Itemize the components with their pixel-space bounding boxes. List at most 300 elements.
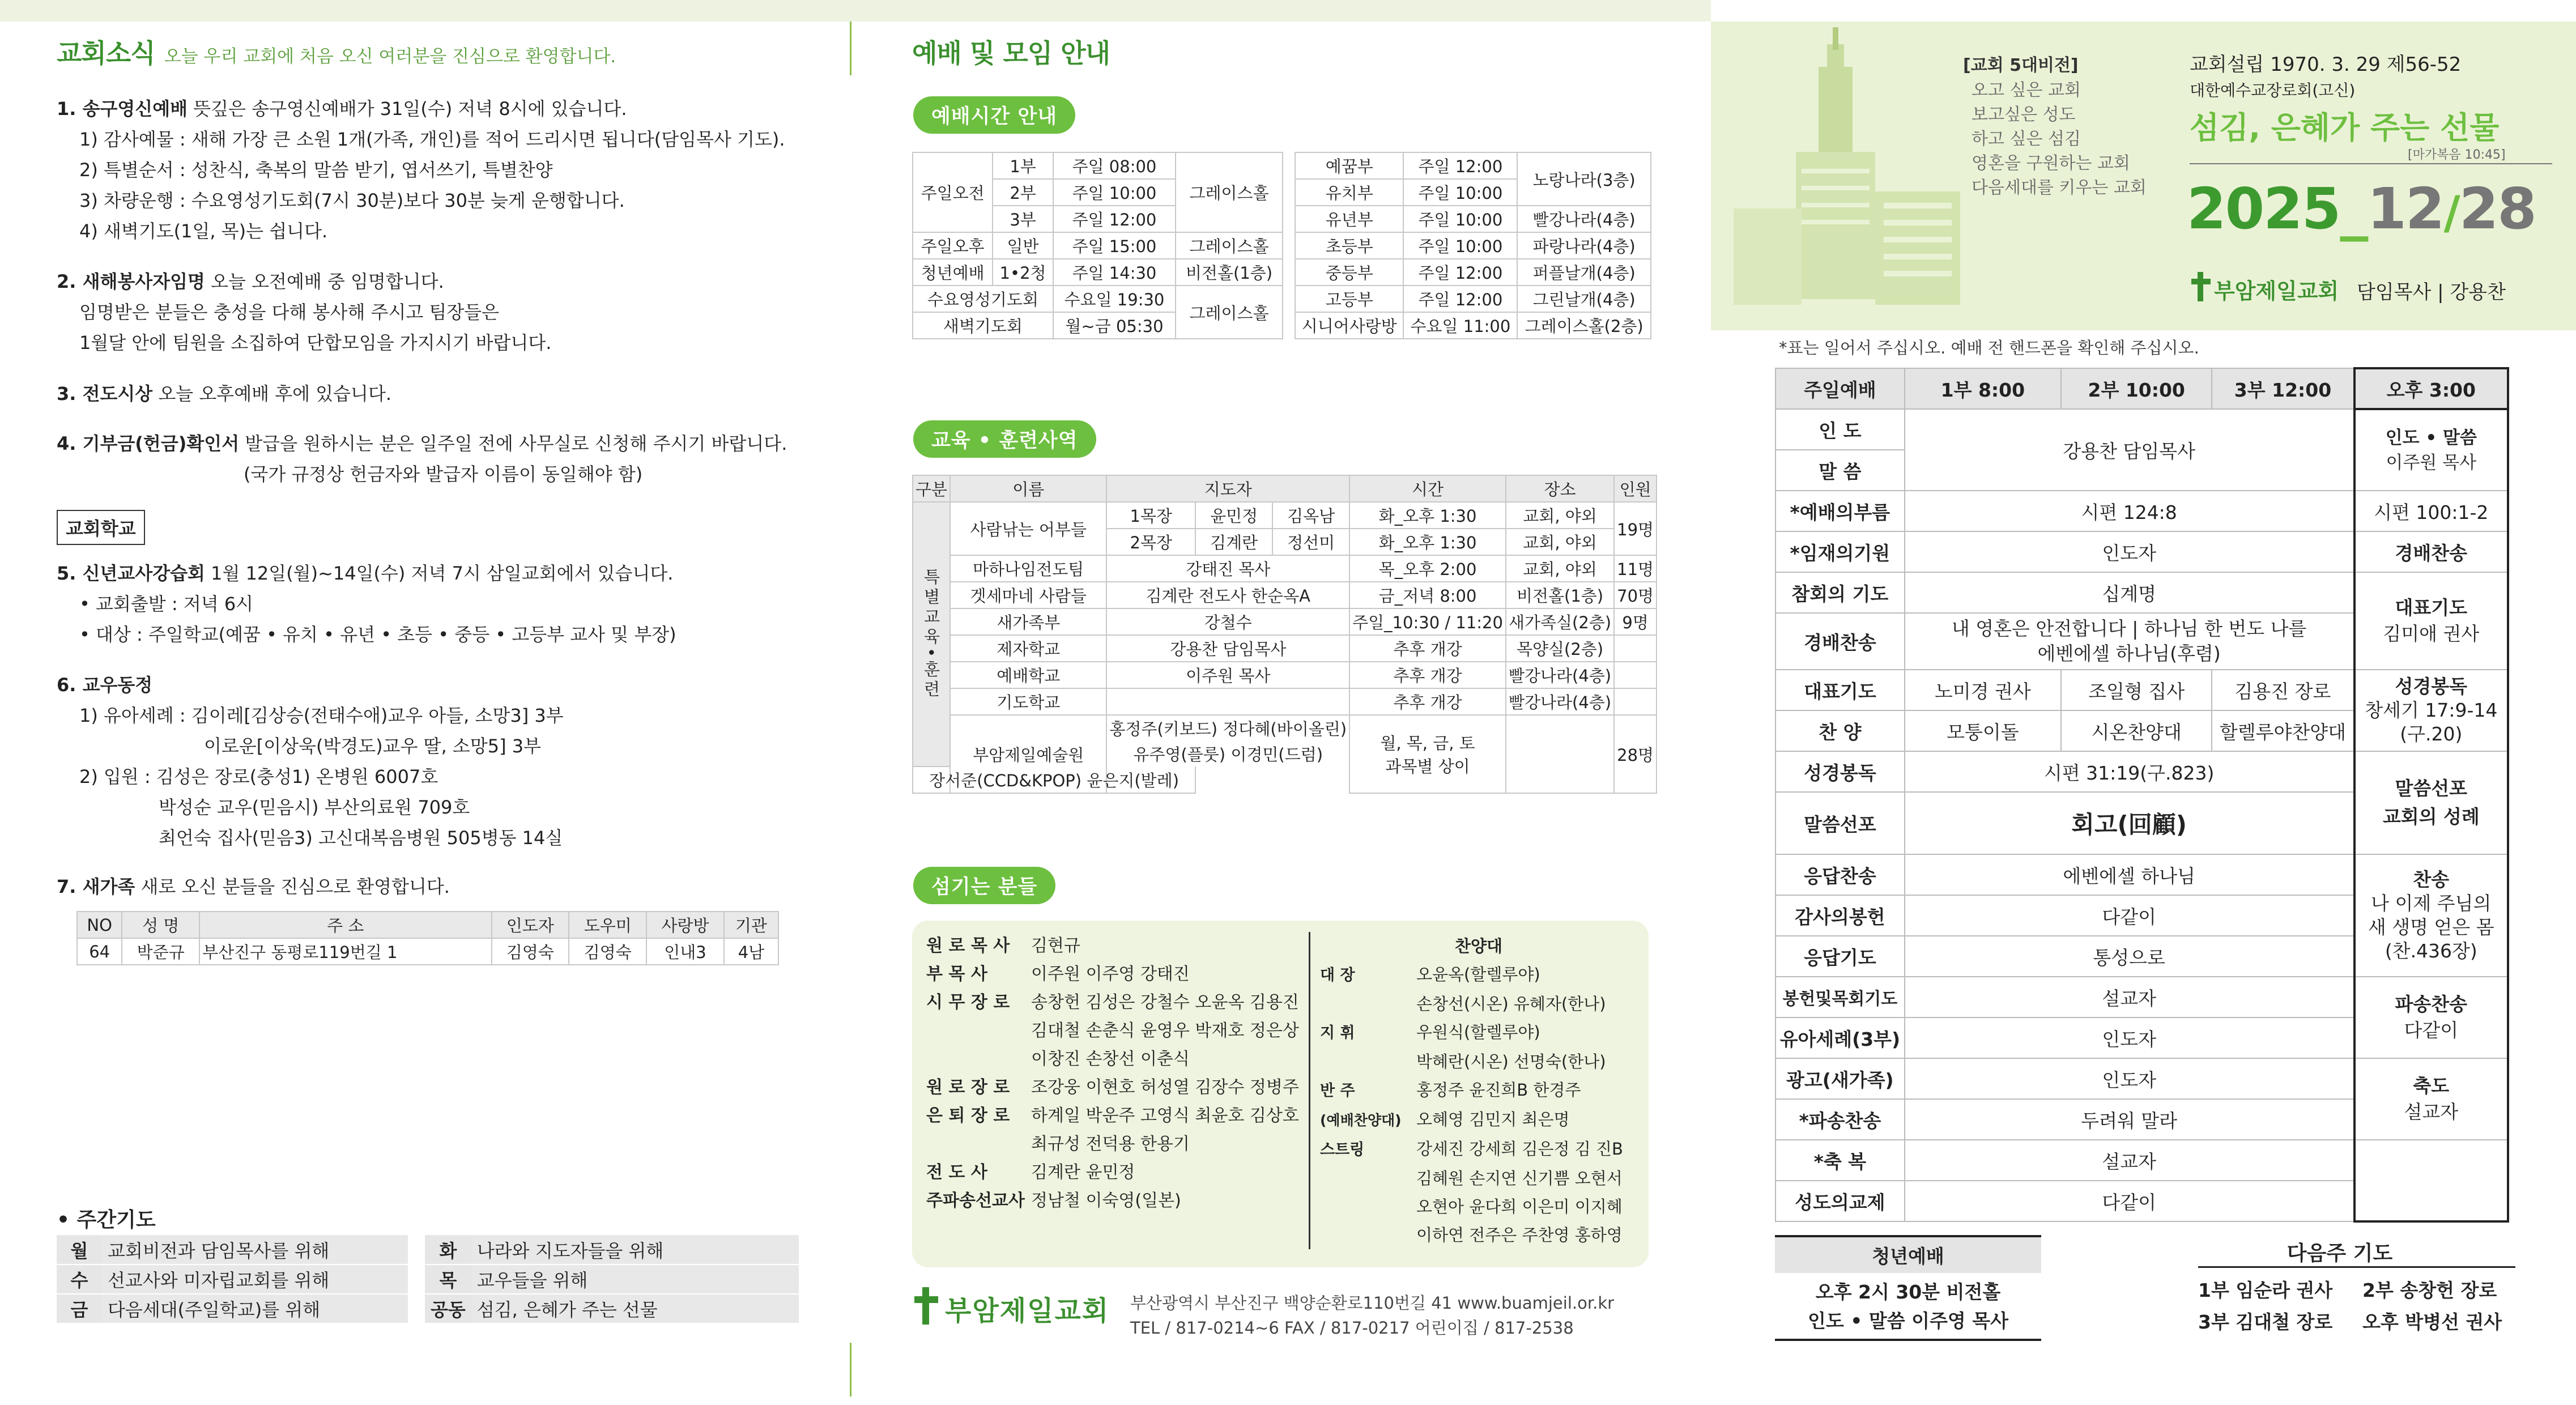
cell: 유주영(플룻) 이경민(드럼) xyxy=(1106,741,1349,767)
cell: 목양실(2층) xyxy=(1506,635,1614,662)
cell: 빨강나라(4층) xyxy=(1517,206,1651,232)
cell: 1•2청 xyxy=(993,259,1053,286)
item7-text: 새로 오신 분들을 진심으로 환영합니다. xyxy=(135,876,450,897)
serving-divider xyxy=(1309,932,1310,1249)
names: 이주원 이주영 강태진 xyxy=(1031,964,1190,984)
table-row xyxy=(1295,286,1651,312)
col-no: NO xyxy=(77,912,122,938)
col-group: 사랑방 xyxy=(646,912,724,938)
row-value: 인도자 xyxy=(1905,531,2354,572)
cell: 2목장 xyxy=(1106,529,1195,555)
pm-value: 창세기 17:9-14 xyxy=(2365,699,2498,721)
list-item xyxy=(926,989,1299,1017)
row-value: 인도자 xyxy=(1905,1017,2354,1058)
worship-time-table-2 xyxy=(1295,152,1651,339)
news-item-1 xyxy=(57,93,816,246)
church-building-illustration xyxy=(1711,22,1983,330)
founded-info: 교회설립 1970. 3. 29 제56-52 xyxy=(2190,53,2462,76)
names: 이창진 손창선 이춘식 xyxy=(1031,1049,1190,1069)
row-value: 인도자 xyxy=(1905,1058,2354,1099)
art-time-2: 과목별 상이 xyxy=(1385,757,1470,776)
col-org: 기관 xyxy=(724,912,778,938)
footer-phone: TEL / 817-0214~6 FAX / 817-0217 어린이집 / 817-2538 xyxy=(1130,1318,1574,1338)
table-row xyxy=(1775,368,2508,409)
table-row xyxy=(913,259,1283,286)
role: 주파송선교사 xyxy=(926,1191,1025,1211)
item2-head: 2. 새해봉사자임명 xyxy=(57,271,205,292)
cell: 교회, 야외 xyxy=(1506,529,1614,555)
role: 스트링 xyxy=(1320,1141,1365,1159)
hymn-line-2: 에벤에셀 하나님(후렴) xyxy=(2037,642,2221,665)
cell: 새가족실(2층) xyxy=(1506,608,1614,635)
cell: 금_저녁 8:00 xyxy=(1349,582,1506,608)
cell: 장서준(CCD&KPOP) 윤은지(발레) xyxy=(913,767,1195,793)
row-value: 통성으로 xyxy=(1905,936,2354,977)
cell: 박준규 xyxy=(122,938,199,965)
row-value: 김용진 장로 xyxy=(2212,670,2354,710)
footer-address: 부산광역시 부산진구 백양순환로110번길 41 www.buamjeil.or.kr xyxy=(1130,1293,1615,1313)
cell: 그레이스홀 xyxy=(1176,286,1283,339)
row-value: 할렐루야찬양대 xyxy=(2212,710,2354,751)
youth-line-1: 오후 2시 30분 비전홀 xyxy=(1815,1281,2001,1303)
cell: 주일 10:00 xyxy=(1403,206,1517,232)
church-cross-icon xyxy=(912,1286,940,1326)
cell: 주일 10:00 xyxy=(1403,179,1517,206)
list-item xyxy=(2198,1306,2502,1338)
item6-line5: 최언숙 집사(믿음3) 고신대복음병원 505병동 14실 xyxy=(159,827,563,849)
youth-worship-box xyxy=(1775,1235,2041,1341)
cell: 화_오후 1:30 xyxy=(1349,502,1506,529)
list-item xyxy=(1320,1048,1637,1076)
role: 원 로 장 로 xyxy=(926,1078,1010,1097)
sermon-title: 회고(回顧) xyxy=(1905,792,2354,854)
prayer: 선교사와 미자립교회를 위해 xyxy=(102,1264,408,1294)
col-name: 성 명 xyxy=(122,912,199,938)
row-value: 두려워 말라 xyxy=(1905,1099,2354,1140)
prayer: 교우들을 위해 xyxy=(471,1264,799,1294)
item5-line1: • 교회출발 : 저녁 6시 xyxy=(79,593,254,615)
pm-value: 교회의 성례 xyxy=(2382,806,2480,828)
cell: 주일 12:00 xyxy=(1403,152,1517,179)
news-item-5 xyxy=(57,558,816,650)
cell: 주일 10:00 xyxy=(1053,179,1176,206)
cell: 정선미 xyxy=(1272,529,1349,555)
list-item xyxy=(1320,1018,1637,1048)
pm-title: 성경봉독 xyxy=(2395,675,2468,697)
table-row xyxy=(913,582,1657,608)
table-row xyxy=(913,635,1657,662)
header-cell: 3부 12:00 xyxy=(2212,368,2354,409)
cell: 유년부 xyxy=(1295,206,1403,232)
pm-title: 대표기도 xyxy=(2395,597,2468,619)
senior-pastor: 담임목사 | 강용찬 xyxy=(2357,281,2506,304)
cell: 김영숙 xyxy=(492,938,569,965)
table-row xyxy=(1775,491,2508,531)
cell: 추후 개강 xyxy=(1349,635,1506,662)
role: 시 무 장 로 xyxy=(926,993,1010,1012)
news-subtitle: 오늘 우리 교회에 처음 오신 여러분을 진심으로 환영합니다. xyxy=(164,46,616,67)
pm-cell: 시편 100:1-2 xyxy=(2354,491,2508,531)
cell: 김계란 xyxy=(1195,529,1272,555)
item1-line2: 2) 특별순서 : 성찬식, 축복의 말씀 받기, 엽서쓰기, 특별찬양 xyxy=(79,159,553,181)
table-row xyxy=(1775,409,2508,450)
next-prayer-title: 다음주 기도 xyxy=(2287,1242,2393,1265)
table-row xyxy=(913,475,1657,502)
table-row xyxy=(1775,572,2508,613)
names: 우원식(할렐루야) xyxy=(1416,1023,1540,1042)
header-cell: 구분 xyxy=(913,475,950,502)
table-row xyxy=(57,1294,799,1323)
list-item xyxy=(1320,1105,1637,1135)
row-label: 응답찬송 xyxy=(1775,854,1905,895)
cell: 초등부 xyxy=(1295,232,1403,259)
vision-list xyxy=(1972,78,2147,200)
row-label: 찬 양 xyxy=(1775,710,1905,751)
footer-church-name: 부암제일교회 xyxy=(945,1295,1110,1327)
footer-logo xyxy=(912,1286,940,1328)
pm-title: 파송찬송 xyxy=(2395,993,2468,1015)
cover-rule xyxy=(2190,163,2552,164)
cell: 주일 12:00 xyxy=(1403,286,1517,312)
cell: 마하나임전도팀 xyxy=(950,555,1106,582)
col-helper: 도우미 xyxy=(569,912,646,938)
names: 오윤옥(할렐루야) xyxy=(1416,965,1540,984)
row-value: 십계명 xyxy=(1905,572,2354,613)
fold-mark-bottom xyxy=(850,1343,851,1397)
item6-line1: 1) 유아세례 : 김이레[김상승(전태수애)교우 아들, 소망3] 3부 xyxy=(79,705,564,726)
cell: 일반 xyxy=(993,232,1053,259)
news-item-7 xyxy=(57,871,816,902)
cell: 주일 14:30 xyxy=(1053,259,1176,286)
list-item xyxy=(1320,1076,1637,1105)
table-row xyxy=(1295,152,1651,179)
item6-line2: 이로운[이상욱(박경도)교우 딸, 소망5] 3부 xyxy=(204,735,542,757)
cell: 주일오후 xyxy=(913,232,993,259)
role: (예배찬양대) xyxy=(1320,1112,1402,1129)
serving-right-list xyxy=(1320,932,1637,1249)
cover-church-name: 부암제일교회 xyxy=(2214,279,2339,304)
cell xyxy=(1614,662,1657,688)
cell: 강용찬 담임목사 xyxy=(1106,635,1349,662)
cell: 그레이스홀(2층) xyxy=(1517,312,1651,339)
row-label: *임재의기원 xyxy=(1775,531,1905,572)
order-note: *표는 일어서 주십시오. 예배 전 핸드폰을 확인해 주십시오. xyxy=(1779,338,2199,357)
role: 은 퇴 장 로 xyxy=(926,1106,1010,1126)
item4-text: 발급을 원하시는 분은 일주일 전에 사무실로 신청해 주시기 바랍니다. xyxy=(239,433,787,454)
cell: 중등부 xyxy=(1295,259,1403,286)
row-value: 모퉁이돌 xyxy=(1905,710,2061,751)
cell: 청년예배 xyxy=(913,259,993,286)
table-row xyxy=(1775,854,2508,895)
cell: 빨강나라(4층) xyxy=(1506,688,1614,715)
list-item xyxy=(926,1045,1299,1074)
prayer-leader: 1부 임순라 권사 xyxy=(2198,1279,2333,1301)
youth-title: 청년예배 xyxy=(1775,1237,2041,1273)
role: 반 주 xyxy=(1320,1082,1355,1100)
new-family-header-row xyxy=(77,912,778,938)
role: 전 도 사 xyxy=(926,1163,987,1182)
pm-cell xyxy=(2354,1058,2508,1140)
prayer: 나라와 지도자들을 위해 xyxy=(471,1235,799,1264)
col-address: 주 소 xyxy=(199,912,491,938)
cell: 주일 12:00 xyxy=(1053,206,1176,232)
fold-mark-top xyxy=(850,22,851,75)
news-title xyxy=(57,33,616,70)
row-label: 참회의 기도 xyxy=(1775,572,1905,613)
cell: 28명 xyxy=(1614,715,1657,793)
cell: 고등부 xyxy=(1295,286,1403,312)
news-item-6 xyxy=(57,670,816,853)
pm-cell xyxy=(2354,751,2508,854)
news-item-4 xyxy=(57,428,816,489)
pm-value-2: 새 생명 얻은 몸 xyxy=(2368,916,2494,938)
pm-cell xyxy=(2354,977,2508,1058)
col-guide: 인도자 xyxy=(492,912,569,938)
item2-text: 오늘 오전예배 중 임명합니다. xyxy=(205,271,444,292)
list-item xyxy=(1320,1221,1637,1249)
choir-title: 찬양대 xyxy=(1454,936,1503,956)
header-cell: 오후 3:00 xyxy=(2354,368,2508,409)
cell: 그레이스홀 xyxy=(1176,152,1283,232)
cell: 주일 08:00 xyxy=(1053,152,1176,179)
day: 화 xyxy=(425,1235,471,1264)
cell: 그린날개(4층) xyxy=(1517,286,1651,312)
worship-title: 예배 및 모임 안내 xyxy=(912,38,1110,69)
list-item xyxy=(926,1102,1299,1130)
item1-head: 1. 송구영신예배 xyxy=(57,98,188,120)
table-row xyxy=(913,152,1283,179)
church-cross-icon xyxy=(2190,271,2212,303)
item1-line1: 1) 감사예물 : 새해 가장 큰 소원 1개(가족, 개인)를 적어 드리시면 됩니다(담임목사 기도). xyxy=(79,129,785,150)
row-label: 유아세례(3부) xyxy=(1775,1017,1905,1058)
row-label: 응답기도 xyxy=(1775,936,1905,977)
item1-line4: 4) 새벽기도(1일, 목)는 쉽니다. xyxy=(79,220,328,242)
list-item xyxy=(926,1159,1299,1187)
vision-item: 오고 싶은 교회 xyxy=(1972,80,2081,100)
row-value xyxy=(1905,613,2354,670)
prayer-leader: 3부 김대철 장로 xyxy=(2198,1311,2333,1333)
item4-head: 4. 기부금(헌금)확인서 xyxy=(57,433,240,454)
cell: 강태진 목사 xyxy=(1106,555,1349,582)
row-value: 노미경 권사 xyxy=(1905,670,2061,710)
table-row xyxy=(913,715,1657,741)
role: 지 휘 xyxy=(1320,1024,1355,1042)
pm-title: 찬송 xyxy=(2413,868,2450,891)
item6-line4: 박성순 교우(믿음시) 부산의료원 709호 xyxy=(159,797,470,818)
motto-verse: [마가복음 10:45] xyxy=(2408,148,2506,162)
header-cell: 시간 xyxy=(1349,475,1506,502)
table-row xyxy=(913,555,1657,582)
weekly-prayer-title: • 주간기도 xyxy=(57,1208,156,1232)
denomination: 대한예수교장로회(고신) xyxy=(2190,81,2356,100)
date-month: 12 xyxy=(2367,176,2444,242)
cell: 월~금 05:30 xyxy=(1053,312,1176,339)
names: 홍정주 윤진희B 한경주 xyxy=(1416,1080,1581,1100)
day: 공동 xyxy=(425,1294,471,1323)
cell: 김영숙 xyxy=(569,938,646,965)
item2-line1: 임명받은 분들은 충성을 다해 봉사해 주시고 팀장들은 xyxy=(79,301,500,323)
cell: 19명 xyxy=(1614,502,1657,555)
list-item xyxy=(2198,1275,2502,1306)
table-row xyxy=(1775,751,2508,792)
names: 조강웅 이현호 허성열 김장수 정병주 xyxy=(1031,1078,1299,1097)
row-label: *축 복 xyxy=(1775,1140,1905,1181)
header-cell: 2부 10:00 xyxy=(2061,368,2212,409)
cell: 교회, 야외 xyxy=(1506,555,1614,582)
pm-cell: 경배찬송 xyxy=(2354,531,2508,572)
names: 하계일 박운주 고영식 최윤호 김상호 xyxy=(1031,1106,1299,1126)
education-table xyxy=(912,475,1657,794)
row-value: 강용찬 담임목사 xyxy=(1905,409,2354,491)
vision-title: [교회 5대비전] xyxy=(1963,56,2079,75)
item4-line1: (국가 규정상 헌금자와 발급자 이름이 동일해야 함) xyxy=(244,463,643,485)
row-value: 다같이 xyxy=(1905,895,2354,936)
prayer: 교회비전과 담임목사를 위해 xyxy=(102,1235,408,1264)
cell: 사람낚는 어부들 xyxy=(950,502,1106,555)
cell: 주일 15:00 xyxy=(1053,232,1176,259)
row-label: 광고(새가족) xyxy=(1775,1058,1905,1099)
vision-item: 다음세대를 키우는 교회 xyxy=(1972,178,2147,198)
table-row xyxy=(1295,232,1651,259)
role: 부 목 사 xyxy=(926,964,987,984)
table-row xyxy=(57,1264,799,1294)
names: 강세진 강세희 김은정 김 진B xyxy=(1416,1139,1623,1159)
item1-line3: 3) 차량운행 : 수요영성기도회(7시 30분)보다 30분 늦게 운행합니다. xyxy=(79,190,625,211)
cell: 주일 12:00 xyxy=(1403,259,1517,286)
cell: 교회, 야외 xyxy=(1506,502,1614,529)
names: 오현아 윤다희 이은미 이지혜 xyxy=(1416,1197,1623,1216)
church-news-column xyxy=(45,0,816,1405)
vision-item: 하고 싶은 섬김 xyxy=(1972,129,2081,149)
cell: 추후 개강 xyxy=(1349,688,1506,715)
table-row xyxy=(1775,531,2508,572)
row-label: 인 도 xyxy=(1775,409,1905,450)
education-pill: 교육 • 훈련사역 xyxy=(913,420,1096,458)
names: 이하연 전주은 주찬영 홍하영 xyxy=(1416,1225,1623,1245)
row-value: 설교자 xyxy=(1905,1140,2354,1181)
table-row xyxy=(1775,1140,2508,1181)
cell: 부산진구 동평로119번길 1 xyxy=(199,938,491,965)
pm-cell xyxy=(2354,572,2508,670)
cell: 70명 xyxy=(1614,582,1657,608)
cell: 추후 개강 xyxy=(1349,662,1506,688)
cell: 목_오후 2:00 xyxy=(1349,555,1506,582)
names: 김현규 xyxy=(1031,936,1080,956)
cell: 4남 xyxy=(724,938,778,965)
header-cell: 지도자 xyxy=(1106,475,1349,502)
header-cell: 1부 8:00 xyxy=(1905,368,2061,409)
cell: 퍼플날개(4층) xyxy=(1517,259,1651,286)
prayer-leader: 2부 송창헌 장로 xyxy=(2362,1279,2497,1301)
row-label: 성경봉독 xyxy=(1775,751,1905,792)
date-year: 2025 xyxy=(2187,176,2340,242)
list-item xyxy=(1320,1193,1637,1221)
header-cell: 주일예배 xyxy=(1775,368,1905,409)
cell: 이주원 목사 xyxy=(1106,662,1349,688)
cell: 파랑나라(4층) xyxy=(1517,232,1651,259)
cover-panel xyxy=(1711,22,2576,330)
cell xyxy=(1106,688,1349,715)
table-row xyxy=(1295,206,1651,232)
names: 정남철 이숙영(일본) xyxy=(1031,1191,1181,1211)
youth-line-2: 인도 • 말씀 이주영 목사 xyxy=(1808,1310,2008,1332)
names: 김계란 윤민정 xyxy=(1031,1163,1135,1182)
day: 금 xyxy=(57,1294,102,1323)
list-item xyxy=(1320,1164,1637,1193)
cell-time xyxy=(1349,715,1506,793)
cell: 홍정주(키보드) 정다혜(바이올린) xyxy=(1106,715,1349,741)
cell: 수요일 19:30 xyxy=(1053,286,1176,312)
vision-item: 보고싶은 성도 xyxy=(1972,105,2076,125)
table-row xyxy=(57,1235,799,1264)
item3-text: 오늘 오후예배 후에 있습니다. xyxy=(152,383,392,405)
table-row xyxy=(1295,312,1651,339)
cell: 비전홀(1층) xyxy=(1506,582,1614,608)
school-label: 교회학교 xyxy=(57,510,145,545)
cell: 1목장 xyxy=(1106,502,1195,529)
hymn-line-1: 내 영혼은 안전합니다 | 하나님 한 번도 나를 xyxy=(1951,618,2307,640)
names: 송창헌 김성은 강철수 오윤옥 김용진 xyxy=(1031,993,1299,1012)
row-label: 경배찬송 xyxy=(1775,613,1905,670)
list-item xyxy=(926,960,1299,989)
pm-value: 다같이 xyxy=(2404,1019,2459,1041)
serving-pill: 섬기는 분들 xyxy=(913,867,1055,904)
row-label: 감사의봉헌 xyxy=(1775,895,1905,936)
next-prayer-header xyxy=(2198,1237,2481,1266)
pm-value: 설교자 xyxy=(2404,1101,2459,1123)
worship-time-table-1 xyxy=(912,152,1283,339)
row-value: 시편 124:8 xyxy=(1905,491,2354,531)
pm-value: 김미애 권사 xyxy=(2383,623,2480,645)
names: 손창선(시온) 유혜자(한나) xyxy=(1416,994,1606,1014)
cell: 1부 xyxy=(993,152,1053,179)
table-row xyxy=(1775,977,2508,1017)
row-label: 봉헌및목회기도 xyxy=(1775,977,1905,1017)
pm-value-2: (구.20) xyxy=(2400,723,2463,745)
day: 월 xyxy=(57,1235,102,1264)
cell: 화_오후 1:30 xyxy=(1349,529,1506,555)
table-row xyxy=(913,502,1657,529)
pm-title: 축도 xyxy=(2413,1075,2450,1097)
item5-head: 5. 신년교사강습회 xyxy=(57,563,205,584)
cell: 수요일 11:00 xyxy=(1403,312,1517,339)
table-row xyxy=(913,286,1283,312)
pm-cell xyxy=(2354,409,2508,491)
names: 박혜란(시온) 선명숙(한나) xyxy=(1416,1052,1606,1071)
pm-title: 인도 • 말씀 xyxy=(2385,427,2477,448)
row-value: 조일형 집사 xyxy=(2061,670,2212,710)
names: 최규성 전덕용 한용기 xyxy=(1031,1134,1190,1154)
worship-time-pill: 예배시간 안내 xyxy=(913,96,1075,134)
table-row xyxy=(77,938,778,965)
pm-value-3: (찬.436장) xyxy=(2385,940,2477,962)
table-row xyxy=(1775,670,2508,710)
next-prayer-list xyxy=(2198,1275,2502,1338)
table-row xyxy=(1295,259,1651,286)
item1-text: 뜻깊은 송구영신예배가 31일(수) 저녁 8시에 있습니다. xyxy=(188,98,627,120)
table-row xyxy=(913,688,1657,715)
pm-cell xyxy=(2354,854,2508,977)
cell xyxy=(1614,688,1657,715)
new-family-table xyxy=(76,911,779,965)
cell: 새벽기도회 xyxy=(913,312,1053,339)
pm-cell xyxy=(2354,670,2508,751)
pm-title: 말씀선포 xyxy=(2395,777,2468,799)
next-prayer-rule xyxy=(2198,1266,2515,1268)
row-label: 대표기도 xyxy=(1775,670,1905,710)
header-cell: 인원 xyxy=(1614,475,1657,502)
cell: 기도학교 xyxy=(950,688,1106,715)
